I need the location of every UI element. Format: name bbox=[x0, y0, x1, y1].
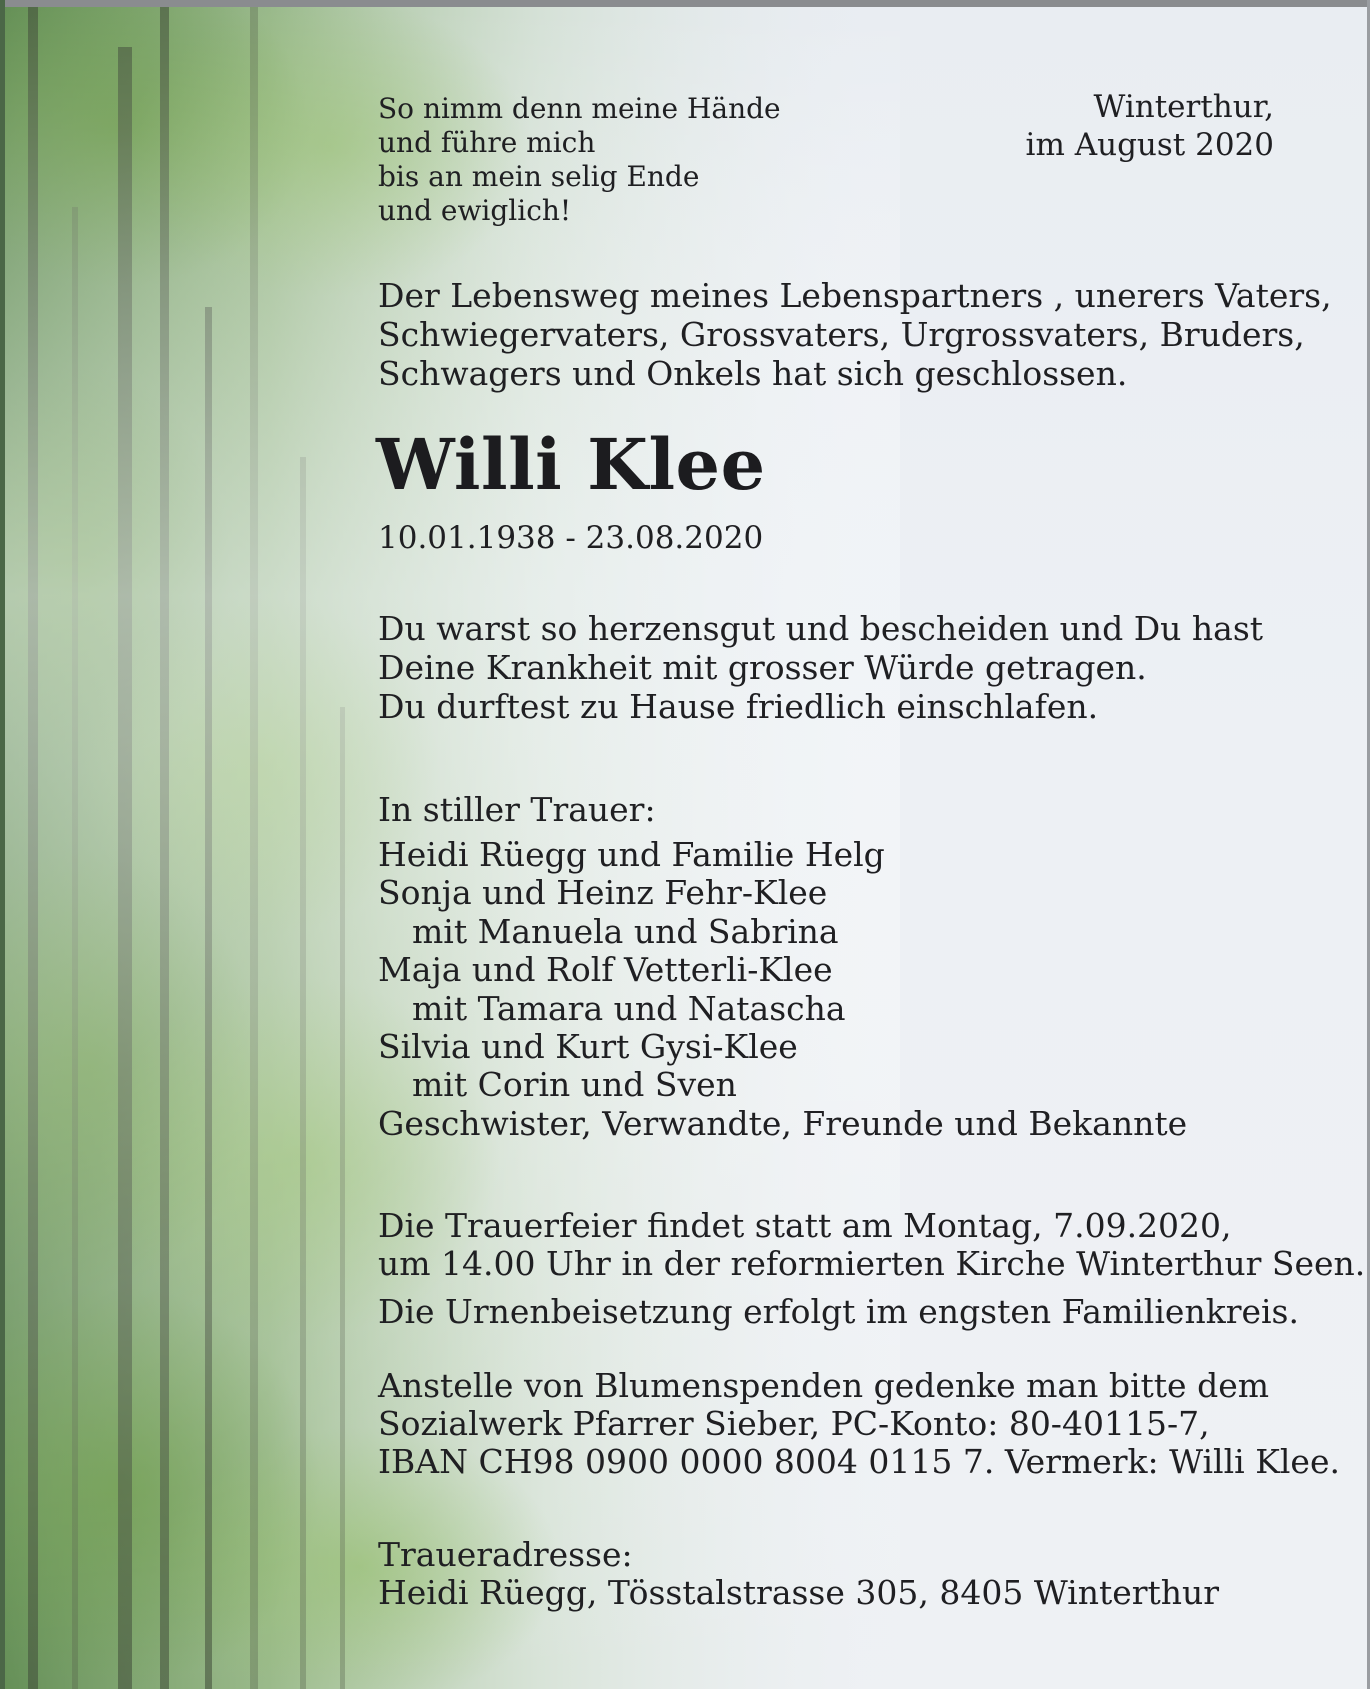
mourning-address: Heidi Rüegg, Tösstalstrasse 305, 8405 Winterthur bbox=[378, 1573, 1220, 1612]
mourner-subline: mit Tamara und Natascha bbox=[412, 988, 846, 1028]
intro-line: Schwagers und Onkels hat sich geschlossen. bbox=[378, 354, 1128, 393]
mourner-line: Sonja und Heinz Fehr-Klee bbox=[378, 873, 828, 913]
mourner-subline: mit Manuela und Sabrina bbox=[412, 911, 839, 951]
mourner-line: Geschwister, Verwandte, Freunde und Bekannte bbox=[378, 1103, 1188, 1143]
mourner-line: Maja und Rolf Vetterli-Klee bbox=[378, 950, 833, 990]
service-line: um 14.00 Uhr in der reformierten Kirche Winterthur Seen. bbox=[378, 1244, 1366, 1283]
intro-line: Schwiegervaters, Grossvaters, Urgrossvaters, Bruders, bbox=[378, 315, 1305, 354]
burial-info: Die Urnenbeisetzung erfolgt im engsten Familienkreis. bbox=[378, 1292, 1299, 1331]
mourners-heading: In stiller Trauer: bbox=[378, 790, 656, 829]
mourner-line: Heidi Rüegg und Familie Helg bbox=[378, 835, 885, 874]
donation-info bbox=[378, 1367, 1340, 1481]
service-info bbox=[378, 1207, 1365, 1283]
verse-line: und ewiglich! bbox=[378, 194, 572, 227]
mourner-line: Silvia und Kurt Gysi-Klee bbox=[378, 1027, 798, 1067]
place-and-date bbox=[1026, 88, 1274, 164]
intro-line: Der Lebensweg meines Lebenspartners , unerers Vaters, bbox=[378, 276, 1332, 315]
donation-line: Anstelle von Blumenspenden gedenke man bitte dem bbox=[378, 1366, 1270, 1405]
mourner-subline: mit Corin und Sven bbox=[412, 1065, 737, 1105]
verse-line: So nimm denn meine Hände bbox=[378, 92, 781, 125]
intro-paragraph bbox=[378, 276, 1332, 393]
mourners-list bbox=[378, 836, 1187, 1143]
verse-line: bis an mein selig Ende bbox=[378, 160, 700, 193]
address-heading: Traueradresse: bbox=[378, 1535, 633, 1574]
service-line: Die Trauerfeier findet statt am Montag, 7.09.2020, bbox=[378, 1206, 1232, 1245]
tribute-line: Deine Krankheit mit grosser Würde getragen. bbox=[378, 648, 1147, 687]
left-border bbox=[0, 0, 5, 1689]
verse-line: und führe mich bbox=[378, 126, 596, 159]
month-year: im August 2020 bbox=[1025, 127, 1274, 163]
donation-line: IBAN CH98 0900 0000 8004 0115 7. Vermerk: Willi Klee. bbox=[378, 1442, 1340, 1481]
deceased-name: Willi Klee bbox=[376, 423, 766, 506]
place: Winterthur, bbox=[1093, 89, 1274, 125]
life-dates: 10.01.1938 - 23.08.2020 bbox=[378, 520, 764, 556]
verse bbox=[378, 92, 781, 228]
top-border bbox=[0, 0, 1370, 7]
tribute-line: Du durftest zu Hause friedlich einschlafen. bbox=[378, 687, 1099, 726]
tribute-line: Du warst so herzensgut und bescheiden und Du hast bbox=[378, 609, 1264, 648]
tribute-paragraph bbox=[378, 609, 1263, 726]
donation-line: Sozialwerk Pfarrer Sieber, PC-Konto: 80-40115-7, bbox=[378, 1404, 1210, 1443]
